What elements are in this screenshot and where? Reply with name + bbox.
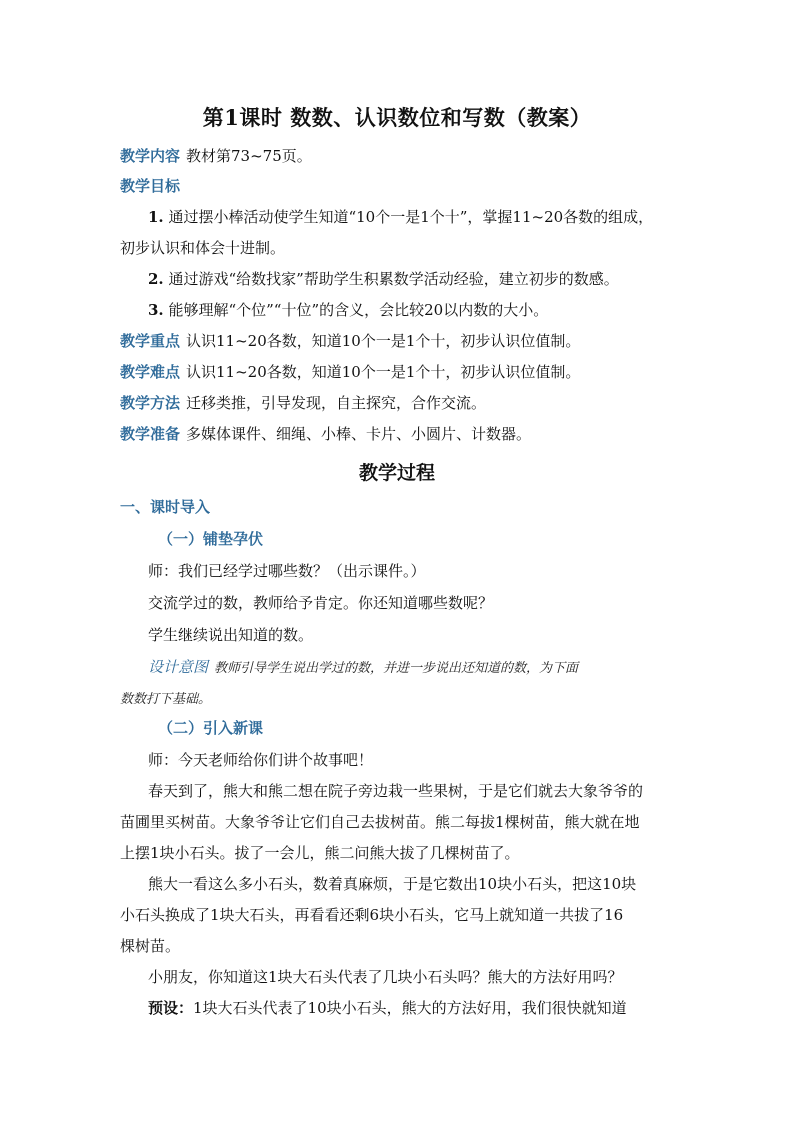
question-text: 小朋友，你知道这1块大石头代表了几块小石头吗？熊大的方法好用吗？ — [148, 968, 623, 986]
teaching-content-row — [120, 146, 680, 166]
preparation-text: 多媒体课件、细绳、小棒、卡片、小圆片、计数器。 — [186, 425, 532, 443]
sub2-line-1-text: 师：今天老师给你们讲个故事吧！ — [148, 751, 374, 769]
design-note-row — [148, 657, 680, 679]
objective-1-line2: 初步认识和体会十进制。 — [120, 239, 286, 257]
objective-1-number: 1. — [148, 208, 164, 226]
teaching-objectives-label: 教学目标 — [120, 177, 181, 195]
preset-row — [148, 998, 680, 1018]
sub1-heading-row — [158, 529, 690, 549]
sub1-heading: （一）铺垫孕伏 — [158, 530, 264, 548]
sub1-line-1 — [148, 561, 680, 581]
preset-text: 1块大石头代表了10块小石头，熊大的方法好用，我们很快就知道 — [193, 999, 627, 1017]
method-row — [120, 393, 680, 413]
sub1-line-2-text: 交流学过的数，教师给予肯定。你还知道哪些数呢？ — [148, 594, 494, 612]
story-p1-l2-text: 苗圃里买树苗。大象爷爷让它们自己去拔树苗。熊二每拔1棵树苗，熊大就在地 — [120, 813, 640, 831]
design-note-line2: 数数打下基础。 — [120, 692, 212, 707]
page-title: 第1课时 数数、认识数位和写数（教案） — [202, 105, 592, 130]
section1-heading-row — [120, 497, 680, 517]
sub1-line-3-text: 学生继续说出知道的数。 — [148, 626, 314, 644]
story-p2-l1-text: 熊大一看这么多小石头，数着真麻烦，于是它数出10块小石头，把这10块 — [148, 875, 637, 893]
teaching-content-text: 教材第73~75页。 — [186, 147, 312, 165]
design-note-label: 设计意图 — [148, 658, 209, 676]
story-p1-l2 — [120, 812, 680, 832]
story-p2-l1 — [148, 874, 680, 894]
method-text: 迁移类推，引导发现，自主探究，合作交流。 — [186, 394, 487, 412]
story-p1-l1-text: 春天到了，熊大和熊二想在院子旁边栽一些果树，于是它们就去大象爷爷的 — [148, 782, 644, 800]
preparation-label: 教学准备 — [120, 425, 181, 443]
teaching-objectives-row — [120, 176, 680, 196]
objective-3-number: 3. — [148, 301, 164, 319]
section1-heading: 一、课时导入 — [120, 498, 211, 516]
objective-3 — [148, 300, 680, 320]
story-p2-l2-text: 小石头换成了1块大石头，再看看还剩6块小石头，它马上就知道一共拔了16 — [120, 906, 624, 924]
objective-1-line1: 通过摆小棒活动使学生知道“10个一是1个十”，掌握11~20各数的组成， — [168, 208, 654, 226]
objective-3-line1: 能够理解“个位”“十位”的含义，会比较20以内数的大小。 — [168, 301, 549, 319]
process-heading: 教学过程 — [358, 462, 435, 484]
key-point-row — [120, 331, 680, 351]
question-row — [148, 967, 680, 987]
sub2-heading: （二）引入新课 — [158, 719, 264, 737]
sub1-line-1-text: 师：我们已经学过哪些数？（出示课件。） — [148, 562, 426, 580]
story-p1-l3-text: 上摆1块小石头。拔了一会儿，熊二问熊大拔了几棵树苗了。 — [120, 844, 520, 862]
objective-2-line1: 通过游戏“给数找家”帮助学生积累数学活动经验，建立初步的数感。 — [168, 270, 619, 288]
story-p2-l3 — [120, 936, 680, 956]
difficulty-label: 教学难点 — [120, 363, 181, 381]
design-note-line1: 教师引导学生说出学过的数，并进一步说出还知道的数，为下面 — [214, 661, 579, 676]
story-p2-l3-text: 棵树苗。 — [120, 937, 181, 955]
objective-1 — [148, 207, 680, 227]
preset-label: 预设： — [148, 999, 194, 1017]
sub1-line-2 — [148, 593, 680, 613]
sub2-line-1 — [148, 750, 680, 770]
difficulty-text: 认识11~20各数，知道10个一是1个十，初步认识位值制。 — [186, 363, 581, 381]
key-point-label: 教学重点 — [120, 332, 181, 350]
sub2-heading-row — [158, 718, 690, 738]
story-p2-l2 — [120, 905, 680, 925]
objective-2-number: 2. — [148, 270, 164, 288]
story-p1-l1 — [148, 781, 680, 801]
preparation-row — [120, 424, 680, 444]
sub1-line-3 — [148, 625, 680, 645]
method-label: 教学方法 — [120, 394, 181, 412]
objective-1-continued — [120, 238, 680, 258]
difficulty-row — [120, 362, 680, 382]
objective-2 — [148, 269, 680, 289]
story-p1-l3 — [120, 843, 680, 863]
teaching-content-label: 教学内容 — [120, 147, 181, 165]
design-note-row-2 — [120, 688, 680, 710]
key-point-text: 认识11~20各数，知道10个一是1个十，初步认识位值制。 — [186, 332, 581, 350]
